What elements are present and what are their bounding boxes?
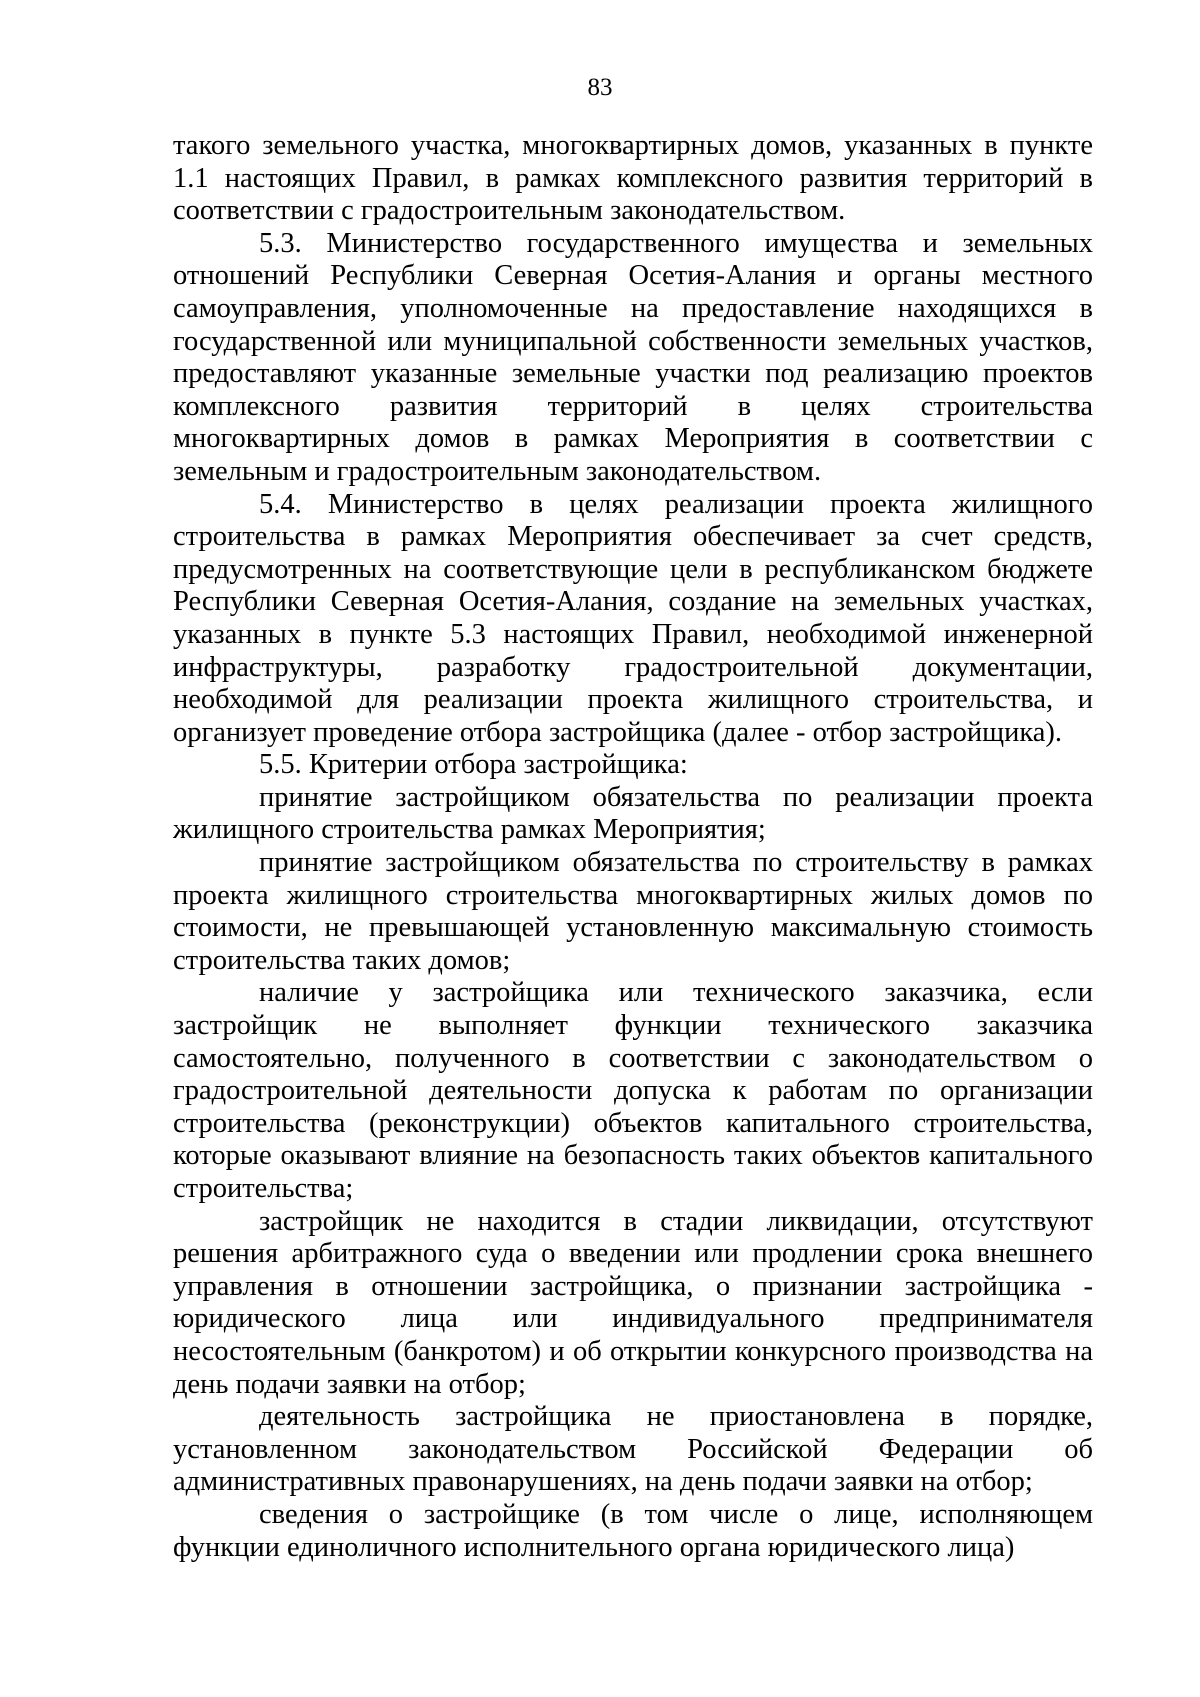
document-body (173, 130, 1093, 1564)
paragraph-continuation: такого земельного участка, многоквартирных домов, указанных в пункте 1.1 настоящих Правил, в рамках комплексного развития территорий в соответствии с градостроительным законодательством. (173, 130, 1093, 227)
criterion-item: деятельность застройщика не приостановлена в порядке, установленном законодательством Российской Федерации об административных правонарушениях, на день подачи заявки на отбор; (173, 1401, 1093, 1498)
criterion-item: застройщик не находится в стадии ликвидации, отсутствуют решения арбитражного суда о введении или продлении срока внешнего управления в отношении застройщика, о признании застройщика - юридического лица или индивидуального предпринимателя несостоятельным (банкротом) и об открытии конкурсного производства на день подачи заявки на отбор; (173, 1205, 1093, 1400)
paragraph-5-5-heading: 5.5. Критерии отбора застройщика: (259, 749, 688, 781)
paragraph-5-4: 5.4. Министерство в целях реализации проекта жилищного строительства в рамках Мероприятия обеспечивает за счет средств, предусмотренных на соответствующие цели в республиканском бюджете Республики Северная Осетия-Алания, создание на земельных участках, указанных в пункте 5.3 настоящих Правил, необходимой инженерной инфраструктуры, разработку градостроительной документации, необходимой для реализации проекта жилищного строительства, и организует проведение отбора застройщика (далее - отбор застройщика). (173, 488, 1093, 748)
paragraph-5-3: 5.3. Министерство государственного имущества и земельных отношений Республики Северная Осетия-Алания и органы местного самоуправления, уполномоченные на предоставление находящихся в государственной или муниципальной собственности земельных участков, предоставляют указанные земельные участки под реализацию проектов комплексного развития территорий в целях строительства многоквартирных домов в рамках Мероприятия в соответствии с земельным и градостроительным законодательством. (173, 227, 1093, 487)
criterion-item: принятие застройщиком обязательства по строительству в рамках проекта жилищного строительства многоквартирных жилых домов по стоимости, не превышающей установленную максимальную стоимость строительства таких домов; (173, 847, 1093, 976)
criterion-item: сведения о застройщике (в том числе о лице, исполняющем функции единоличного исполнительного органа юридического лица) (173, 1498, 1093, 1563)
page-number: 83 (587, 74, 613, 101)
criterion-item: принятие застройщиком обязательства по реализации проекта жилищного строительства рамках Мероприятия; (173, 781, 1093, 846)
criterion-item: наличие у застройщика или технического заказчика, если застройщик не выполняет функции технического заказчика самостоятельно, полученного в соответствии с законодательством о градостроительной деятельности допуска к работам по организации строительства (реконструкции) объектов капитального строительства, которые оказывают влияние на безопасность таких объектов капитального строительства; (173, 977, 1093, 1204)
